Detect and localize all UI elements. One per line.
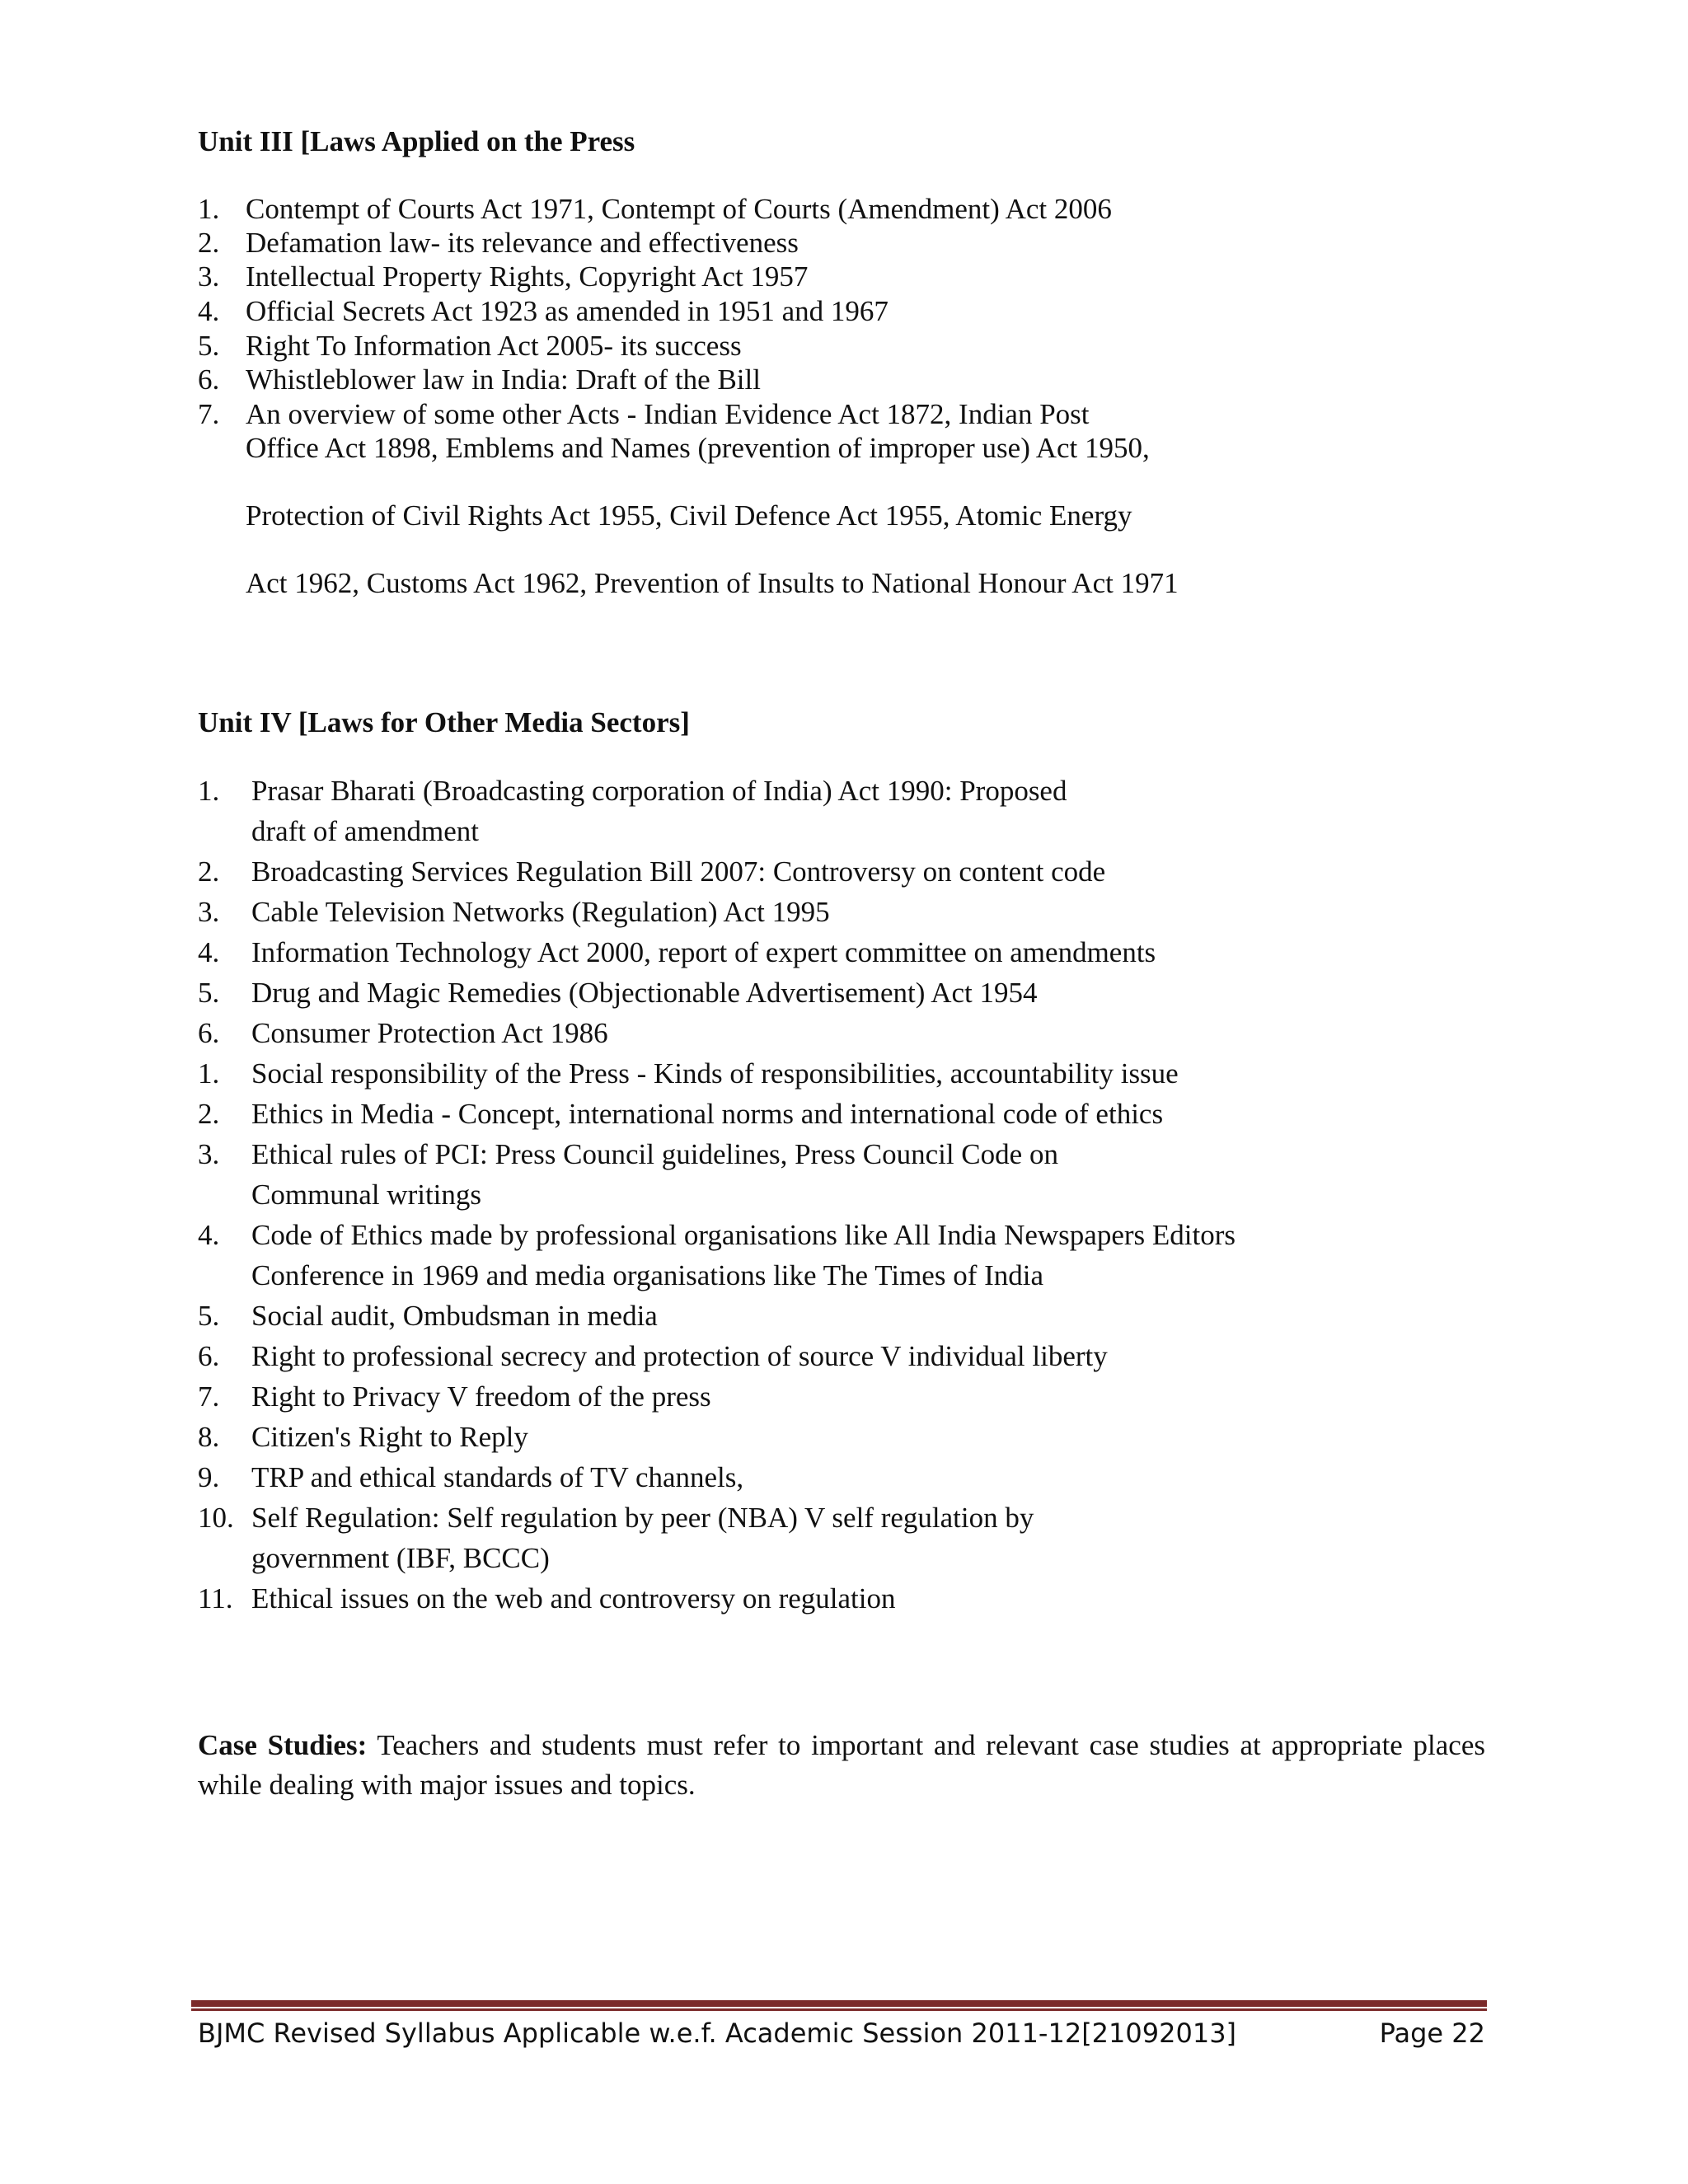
list-item-number: 6. [198, 363, 220, 396]
list-item-number: 5. [198, 1300, 220, 1332]
list-item-text: Communal writings [251, 1179, 482, 1211]
list-item-number: 5. [198, 330, 220, 362]
case-studies-text: Teachers and students must refer to important and relevant case studies at appropriate places while dealing with major issues and topics. [198, 1729, 1485, 1801]
list-item-number: 9. [198, 1461, 220, 1493]
list-item-number: 2. [198, 1098, 220, 1130]
list-item-text: Office Act 1898, Emblems and Names (prevention of improper use) Act 1950, [246, 432, 1150, 464]
list-item-number: 4. [198, 936, 220, 968]
list-item-text: Act 1962, Customs Act 1962, Prevention of Insults to National Honour Act 1971 [246, 567, 1179, 599]
list-item-text: Code of Ethics made by professional organisations like All India Newspapers Editors [251, 1219, 1236, 1251]
list-item-text: Consumer Protection Act 1986 [251, 1017, 608, 1049]
list-item-number: 1. [198, 775, 220, 807]
list-item-number: 7. [198, 1380, 220, 1413]
footer-divider [191, 2000, 1487, 2011]
list-item-text: Official Secrets Act 1923 as amended in 1951 and 1967 [246, 295, 889, 327]
list-item-text: draft of amendment [251, 815, 480, 847]
list-item-number: 4. [198, 295, 220, 327]
list-item-text: Ethical issues on the web and controversy on regulation [251, 1582, 896, 1615]
list-item-number: 6. [198, 1340, 220, 1372]
list-item-number: 2. [198, 855, 220, 888]
list-item-number: 3. [198, 1138, 220, 1170]
list-item-text: Whistleblower law in India: Draft of the Bill [246, 363, 761, 396]
list-item-text: Ethics in Media - Concept, international norms and international code of ethics [251, 1098, 1164, 1130]
list-item-number: 6. [198, 1017, 220, 1049]
list-item-text: Protection of Civil Rights Act 1955, Civil Defence Act 1955, Atomic Energy [246, 499, 1132, 532]
list-item-text: Contempt of Courts Act 1971, Contempt of Courts (Amendment) Act 2006 [246, 193, 1112, 225]
list-item-text: Right to professional secrecy and protection of source V individual liberty [251, 1340, 1108, 1372]
list-item-text: Conference in 1969 and media organisations like The Times of India [251, 1259, 1044, 1291]
list-item-number: 3. [198, 260, 220, 293]
list-item-text: Intellectual Property Rights, Copyright Act 1957 [246, 260, 809, 293]
list-item-text: Right To Information Act 2005- its success [246, 330, 742, 362]
list-item-number: 8. [198, 1421, 220, 1453]
list-item-number: 1. [198, 193, 220, 225]
list-item-text: An overview of some other Acts - Indian Evidence Act 1872, Indian Post [246, 398, 1090, 430]
case-studies-paragraph [198, 1726, 1485, 1805]
list-item-text: Cable Television Networks (Regulation) Act 1995 [251, 896, 830, 928]
list-item-text: TRP and ethical standards of TV channels, [251, 1461, 744, 1493]
list-item-number: 7. [198, 398, 220, 430]
footer-page-number: Page 22 [1379, 2018, 1485, 2049]
list-item-text: Prasar Bharati (Broadcasting corporation of India) Act 1990: Proposed [251, 775, 1067, 807]
list-item-text: Defamation law- its relevance and effectiveness [246, 227, 799, 259]
unit4-heading: Unit IV [Laws for Other Media Sectors] [198, 706, 690, 738]
list-item-number: 1. [198, 1057, 220, 1090]
list-item-text: Drug and Magic Remedies (Objectionable Advertisement) Act 1954 [251, 977, 1038, 1009]
list-item-text: Self Regulation: Self regulation by peer (NBA) V self regulation by [251, 1502, 1034, 1534]
list-item-text: government (IBF, BCCC) [251, 1542, 550, 1574]
list-item-text: Social audit, Ombudsman in media [251, 1300, 658, 1332]
list-item-text: Social responsibility of the Press - Kinds of responsibilities, accountability issue [251, 1057, 1179, 1090]
list-item-text: Broadcasting Services Regulation Bill 2007: Controversy on content code [251, 855, 1106, 888]
unit3-heading: Unit III [Laws Applied on the Press [198, 125, 635, 157]
list-item-number: 4. [198, 1219, 220, 1251]
footer-document-title: BJMC Revised Syllabus Applicable w.e.f. Academic Session 2011-12[21092013] [198, 2018, 1237, 2049]
list-item-number: 10. [198, 1502, 234, 1534]
case-studies-label: Case Studies: [198, 1729, 368, 1761]
list-item-number: 2. [198, 227, 220, 259]
list-item-text: Right to Privacy V freedom of the press [251, 1380, 711, 1413]
list-item-text: Information Technology Act 2000, report of expert committee on amendments [251, 936, 1156, 968]
list-item-text: Ethical rules of PCI: Press Council guidelines, Press Council Code on [251, 1138, 1058, 1170]
list-item-number: 5. [198, 977, 220, 1009]
list-item-number: 3. [198, 896, 220, 928]
list-item-text: Citizen's Right to Reply [251, 1421, 528, 1453]
list-item-number: 11. [198, 1582, 233, 1615]
